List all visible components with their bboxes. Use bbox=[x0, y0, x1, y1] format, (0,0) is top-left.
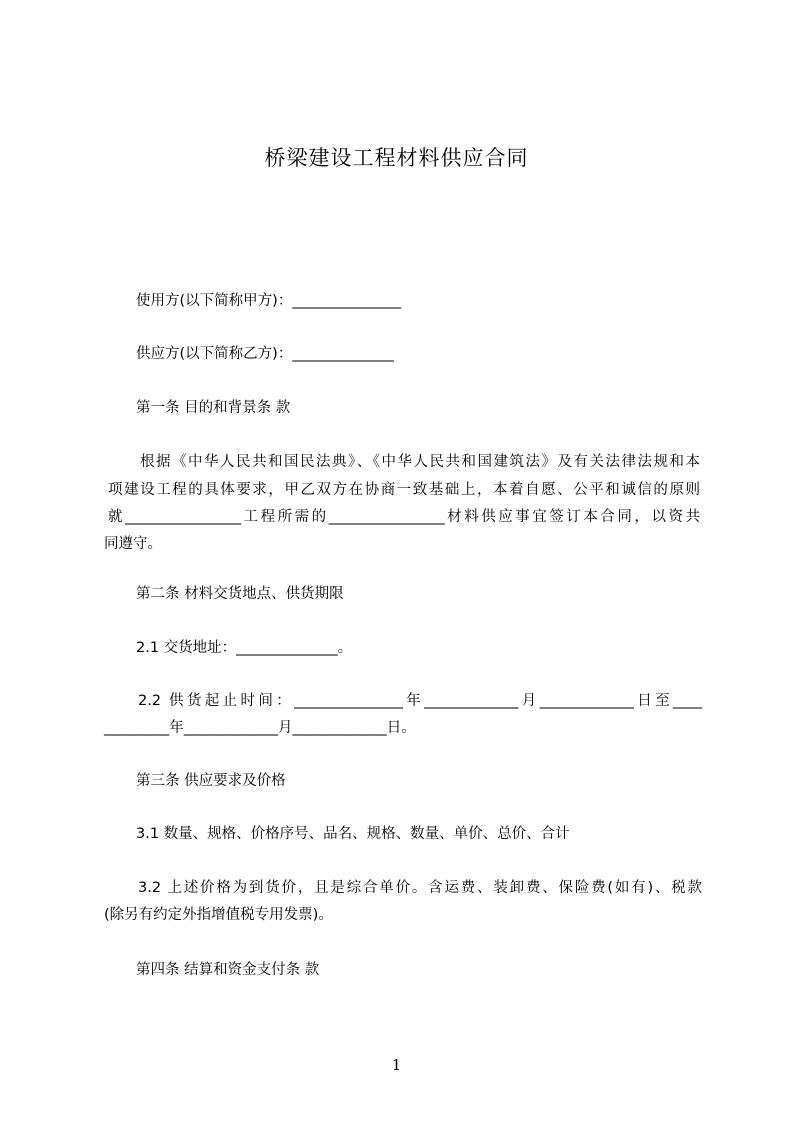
article-3-2-line-2: (除另有约定外指增值税专用发票)。 bbox=[104, 907, 333, 923]
article-2-2-line-2: _________年_____________月_____________日。 bbox=[104, 720, 416, 736]
article-3-heading: 第三条 供应要求及价格 bbox=[136, 773, 286, 789]
party-b-line: 供应方(以下简称乙方)：______________ bbox=[136, 346, 394, 362]
party-a-line: 使用方(以下简称甲方)：_______________ bbox=[136, 293, 402, 309]
article-3-1: 3.1 数量、规格、价格序号、品名、规格、数量、单价、总价、合计 bbox=[136, 826, 570, 842]
article-1-paragraph-line-4: 同遵守。 bbox=[104, 536, 162, 552]
article-1-paragraph-line-2: 项建设工程的具体要求，甲乙双方在协商一致基础上，本着自愿、公平和诚信的原则 bbox=[108, 482, 700, 498]
page-number: 1 bbox=[391, 1056, 402, 1074]
article-2-1: 2.1 交货地址：______________。 bbox=[136, 640, 353, 656]
article-2-heading: 第二条 材料交货地点、供货期限 bbox=[136, 586, 344, 602]
article-1-heading: 第一条 目的和背景条 款 bbox=[136, 400, 291, 416]
article-1-paragraph-line-3: 就________________工程所需的________________材料供应事宜签订本合同，以资共 bbox=[108, 509, 700, 525]
article-1-paragraph-line-1: 根据《中华人民共和国民法典》、《中华人民共和国建筑法》及有关法律法规和本 bbox=[140, 454, 700, 470]
document-title: 桥梁建设工程材料供应合同 bbox=[264, 146, 529, 170]
article-4-heading: 第四条 结算和资金支付条 款 bbox=[136, 962, 320, 978]
article-3-2-line-1: 3.2 上述价格为到货价，且是综合单价。含运费、装卸费、保险费(如有)、税款 bbox=[138, 880, 702, 896]
article-2-2-line-1: 2.2 供货起止时间：_______________年_____________月_____________日至____ bbox=[138, 693, 702, 709]
